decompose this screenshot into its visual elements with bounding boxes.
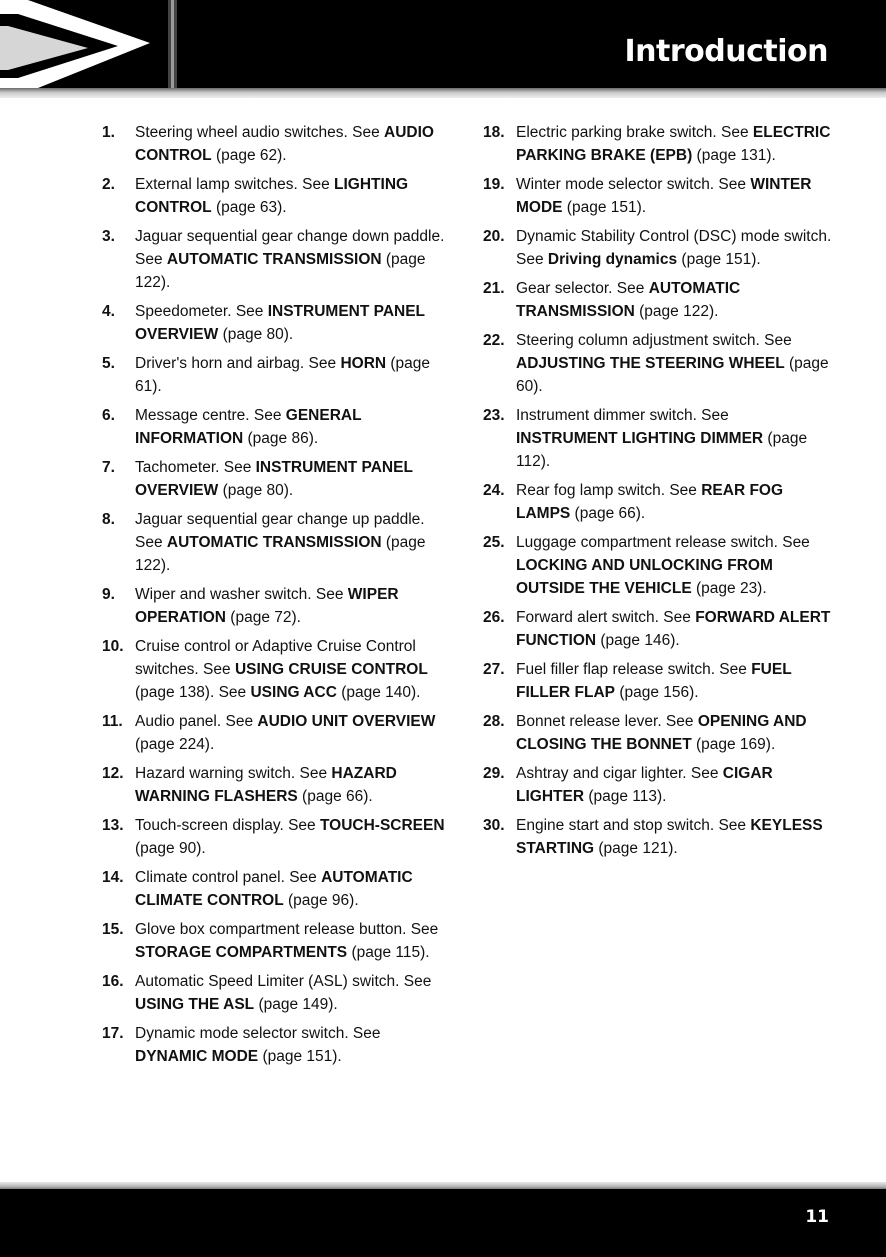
item-text (516, 225, 833, 271)
item-text-segment: (page 72). (226, 609, 301, 626)
item-number: 4. (102, 303, 115, 320)
item-number: 11. (102, 713, 123, 730)
cross-reference-link: ELECTRIC PARKING BRAKE (EPB) (516, 124, 831, 164)
item-number: 19. (483, 176, 505, 193)
item-text-segment: (page 66). (297, 788, 373, 805)
item-text-segment: Bonnet release lever. See (516, 713, 698, 730)
item-number: 22. (483, 332, 505, 349)
item-text-segment: Hazard warning switch. See (135, 765, 332, 782)
cross-reference-link: CIGAR LIGHTER (516, 765, 773, 805)
item-number: 8. (102, 511, 115, 528)
cross-reference-link: HAZARD WARNING FLASHERS (135, 765, 397, 805)
cross-reference-link: AUDIO CONTROL (135, 124, 434, 164)
item-number: 2. (102, 176, 115, 193)
item-number: 16. (102, 973, 124, 990)
item-text (135, 508, 454, 577)
list-item (102, 300, 454, 346)
item-text (135, 970, 454, 1016)
item-text-segment: Cruise control or Adaptive Cruise Control switches. See (135, 638, 416, 678)
item-text-segment: (page 80). (218, 326, 294, 343)
cross-reference-link: WINTER MODE (516, 176, 812, 216)
list-item (483, 121, 833, 167)
item-text-segment: (page 122). (634, 303, 719, 320)
item-text (516, 329, 833, 398)
item-text (135, 762, 454, 808)
list-item (483, 225, 833, 271)
cross-reference-link: TOUCH-SCREEN (319, 817, 445, 834)
item-text-segment: Dynamic mode selector switch. See (135, 1025, 381, 1042)
item-text-segment: (page 66). (570, 505, 646, 522)
list-item (102, 1022, 454, 1068)
item-text-segment: (page 112). (516, 430, 808, 470)
cross-reference-link: AUTOMATIC TRANSMISSION (516, 280, 741, 320)
item-text-segment: Gear selector. See (516, 280, 649, 297)
list-item (483, 710, 833, 756)
item-text-segment: (page 61). (135, 355, 431, 395)
cross-reference-link: Driving dynamics (547, 251, 678, 268)
list-item (102, 970, 454, 1016)
item-text (516, 814, 833, 860)
item-number: 14. (102, 869, 124, 886)
item-number: 12. (102, 765, 124, 782)
item-number: 27. (483, 661, 505, 678)
list-item (483, 762, 833, 808)
item-number: 18. (483, 124, 505, 141)
item-text-segment: Dynamic Stability Control (DSC) mode switch. See (516, 228, 832, 268)
cross-reference-link: AUTOMATIC TRANSMISSION (166, 251, 382, 268)
cross-reference-link: LIGHTING CONTROL (135, 176, 409, 216)
item-text-segment: Glove box compartment release button. See (135, 921, 439, 938)
item-text-segment: Steering column adjustment switch. See (516, 332, 792, 349)
item-text (135, 121, 454, 167)
list-item (102, 814, 454, 860)
cross-reference-link: AUTOMATIC CLIMATE CONTROL (135, 869, 413, 909)
list-item (102, 404, 454, 450)
item-text (516, 658, 833, 704)
cross-reference-link: DYNAMIC MODE (135, 1048, 259, 1065)
item-text-segment: Fuel filler flap release switch. See (516, 661, 752, 678)
items-list-right (483, 121, 833, 866)
item-text-segment: Automatic Speed Limiter (ASL) switch. See (135, 973, 432, 990)
list-item (483, 606, 833, 652)
cross-reference-link: AUDIO UNIT OVERVIEW (257, 713, 436, 730)
item-number: 29. (483, 765, 505, 782)
item-text-segment: (page 131). (692, 147, 776, 164)
cross-reference-link: GENERAL INFORMATION (135, 407, 362, 447)
item-text (135, 710, 454, 756)
page-header (0, 0, 886, 92)
item-text (516, 710, 833, 756)
cross-reference-link: KEYLESS STARTING (516, 817, 823, 857)
list-item (483, 531, 833, 600)
item-text-segment: External lamp switches. See (135, 176, 335, 193)
item-number: 7. (102, 459, 115, 476)
item-text-segment: (page 121). (594, 840, 678, 857)
item-text-segment: (page 63). (211, 199, 287, 216)
list-item (102, 508, 454, 577)
list-item (102, 866, 454, 912)
item-text-segment: (page 23). (691, 580, 767, 597)
item-text-segment: (page 122). (135, 251, 426, 291)
item-text (516, 173, 833, 219)
item-text-segment: Rear fog lamp switch. See (516, 482, 702, 499)
item-number: 17. (102, 1025, 124, 1042)
list-item (483, 404, 833, 473)
page-footer (0, 1189, 886, 1257)
item-text-segment: (page 224). (135, 736, 215, 753)
item-text-segment: Jaguar sequential gear change down paddle. See (135, 228, 445, 268)
item-number: 20. (483, 228, 505, 245)
item-text-segment: (page 138). See (135, 684, 251, 701)
item-text (135, 814, 454, 860)
list-item (102, 456, 454, 502)
item-text (135, 300, 454, 346)
item-text-segment: (page 149). (254, 996, 338, 1013)
item-text-segment: Tachometer. See (135, 459, 256, 476)
item-text-segment: Climate control panel. See (135, 869, 322, 886)
item-text-segment: (page 140). (336, 684, 421, 701)
item-text-segment: (page 96). (283, 892, 359, 909)
item-text-segment: (page 146). (596, 632, 680, 649)
item-text-segment: Engine start and stop switch. See (516, 817, 751, 834)
item-text-segment: (page 151). (677, 251, 761, 268)
list-item (102, 225, 454, 294)
item-text-segment: (page 115). (347, 944, 430, 961)
item-text (135, 456, 454, 502)
list-item (102, 762, 454, 808)
item-number: 1. (102, 124, 115, 141)
item-text (516, 531, 833, 600)
item-text-segment: Touch-screen display. See (135, 817, 320, 834)
item-text-segment: Message centre. See (135, 407, 286, 424)
list-item (483, 277, 833, 323)
item-text-segment: (page 113). (584, 788, 667, 805)
item-number: 15. (102, 921, 124, 938)
item-number: 13. (102, 817, 124, 834)
list-item (102, 173, 454, 219)
item-text (516, 404, 833, 473)
cross-reference-link: REAR FOG LAMPS (516, 482, 784, 522)
cross-reference-link: USING CRUISE CONTROL (234, 661, 428, 678)
item-text (135, 225, 454, 294)
item-number: 24. (483, 482, 505, 499)
item-text-segment: (page 169). (691, 736, 776, 753)
item-text-segment: (page 122). (135, 534, 426, 574)
item-text (135, 1022, 454, 1068)
item-text (135, 866, 454, 912)
item-text-segment: Driver's horn and airbag. See (135, 355, 341, 372)
item-number: 23. (483, 407, 505, 424)
items-list-left (102, 121, 454, 1074)
item-text-segment: (page 86). (243, 430, 319, 447)
item-text-segment: Speedometer. See (135, 303, 268, 320)
item-text-segment: (page 151). (258, 1048, 342, 1065)
item-text (135, 635, 454, 704)
item-text-segment: Wiper and washer switch. See (135, 586, 348, 603)
list-item (483, 658, 833, 704)
item-number: 25. (483, 534, 505, 551)
item-text (516, 606, 833, 652)
item-text (516, 121, 833, 167)
item-number: 10. (102, 638, 124, 655)
chevron-arrow-icon (0, 0, 180, 92)
item-text (135, 173, 454, 219)
item-text-segment: (page 60). (516, 355, 829, 395)
item-text-segment: (page 80). (218, 482, 294, 499)
item-number: 5. (102, 355, 115, 372)
cross-reference-link: INSTRUMENT PANEL OVERVIEW (135, 303, 425, 343)
cross-reference-link: USING ACC (250, 684, 337, 701)
header-divider (0, 88, 886, 98)
item-text-segment: Luggage compartment release switch. See (516, 534, 810, 551)
item-number: 9. (102, 586, 115, 603)
item-text (516, 762, 833, 808)
cross-reference-link: FUEL FILLER FLAP (516, 661, 792, 701)
item-text-segment: Jaguar sequential gear change up paddle. See (135, 511, 425, 551)
item-text-segment: (page 151). (562, 199, 647, 216)
item-text (516, 479, 833, 525)
item-text-segment: Instrument dimmer switch. See (516, 407, 729, 424)
item-text (135, 404, 454, 450)
item-text (135, 352, 454, 398)
item-number: 30. (483, 817, 505, 834)
list-item (483, 329, 833, 398)
item-number: 3. (102, 228, 115, 245)
cross-reference-link: INSTRUMENT PANEL OVERVIEW (135, 459, 413, 499)
list-item (483, 814, 833, 860)
cross-reference-link: AUTOMATIC TRANSMISSION (166, 534, 382, 551)
list-item (102, 121, 454, 167)
list-item (102, 918, 454, 964)
item-text-segment: Steering wheel audio switches. See (135, 124, 385, 141)
cross-reference-link: INSTRUMENT LIGHTING DIMMER (516, 430, 764, 447)
list-item (102, 710, 454, 756)
cross-reference-link: USING THE ASL (135, 996, 255, 1013)
item-text-segment: Forward alert switch. See (516, 609, 696, 626)
list-item (483, 173, 833, 219)
page-number: 11 (805, 1207, 829, 1227)
list-item (102, 635, 454, 704)
item-text (516, 277, 833, 323)
list-item (102, 352, 454, 398)
list-item (102, 583, 454, 629)
cross-reference-link: STORAGE COMPARTMENTS (135, 944, 348, 961)
item-text (135, 583, 454, 629)
list-item (483, 479, 833, 525)
cross-reference-link: FORWARD ALERT FUNCTION (516, 609, 831, 649)
page-title: Introduction (624, 34, 828, 69)
item-text-segment: Ashtray and cigar lighter. See (516, 765, 723, 782)
item-text-segment: (page 62). (211, 147, 287, 164)
cross-reference-link: HORN (340, 355, 387, 372)
item-text-segment: Winter mode selector switch. See (516, 176, 751, 193)
item-text-segment: Audio panel. See (135, 713, 258, 730)
cross-reference-link: WIPER OPERATION (135, 586, 399, 626)
item-number: 28. (483, 713, 505, 730)
item-text-segment: Electric parking brake switch. See (516, 124, 753, 141)
cross-reference-link: OPENING AND CLOSING THE BONNET (516, 713, 807, 753)
item-text (135, 918, 454, 964)
cross-reference-link: LOCKING AND UNLOCKING FROM OUTSIDE THE VEHICLE (516, 557, 773, 597)
item-number: 26. (483, 609, 505, 626)
item-number: 6. (102, 407, 115, 424)
item-number: 21. (483, 280, 505, 297)
cross-reference-link: ADJUSTING THE STEERING WHEEL (516, 355, 785, 372)
item-text-segment: (page 90). (135, 840, 206, 857)
item-text-segment: (page 156). (615, 684, 699, 701)
